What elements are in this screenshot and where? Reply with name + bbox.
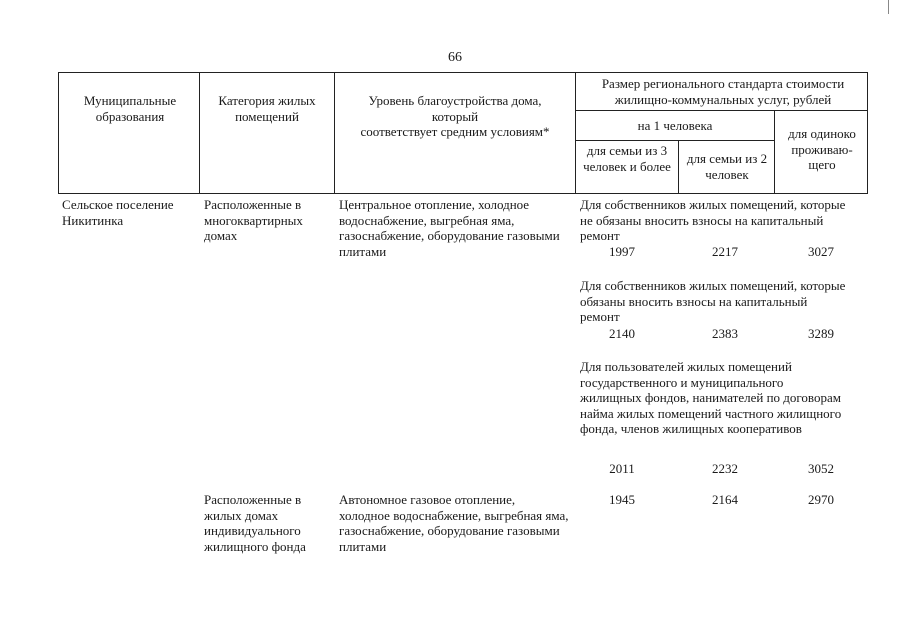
page-number: 66 bbox=[448, 50, 462, 65]
row-level: Центральное отопление, холодное водоснабжение, выгребная яма, газоснабжение, оборудование газовыми плитами bbox=[339, 197, 560, 259]
header-top-border bbox=[58, 72, 868, 73]
value-family3: 1945 bbox=[609, 492, 635, 507]
header-col-border-6 bbox=[774, 110, 775, 193]
header-col-border-5 bbox=[678, 140, 679, 193]
header-per-person: на 1 человека bbox=[637, 118, 713, 133]
header-bottom-border bbox=[58, 193, 868, 194]
header-category: Категория жилых помещений bbox=[218, 93, 316, 124]
scan-edge-mark bbox=[888, 0, 889, 14]
header-level-line-1: Уровень благоустройства дома, bbox=[368, 93, 542, 108]
group-label: Для пользователей жилых помещений государственного и муниципального жилищных фондов, нанимателей по договорам найма жилых помещений частного жилищного фонда, членов жилищных кооперативов bbox=[580, 359, 842, 436]
header-col-border-1 bbox=[58, 72, 59, 193]
value-single: 3027 bbox=[808, 244, 834, 259]
header-per-person-divider bbox=[575, 140, 774, 141]
row-level: Автономное газовое отопление, холодное водоснабжение, выгребная яма, газоснабжение, оборудование газовыми плитами bbox=[339, 492, 569, 554]
value-single: 2970 bbox=[808, 492, 834, 507]
header-family2: для семьи из 2 человек bbox=[686, 151, 768, 182]
row-category: Расположенные в многоквартирных домах bbox=[204, 197, 303, 243]
row-category: Расположенные в жилых домах индивидуального жилищного фонда bbox=[204, 492, 306, 554]
value-family2: 2164 bbox=[712, 492, 738, 507]
value-family2: 2383 bbox=[712, 326, 738, 341]
value-single: 3289 bbox=[808, 326, 834, 341]
value-family3: 2140 bbox=[609, 326, 635, 341]
header-col-border-2 bbox=[199, 72, 200, 193]
value-family2: 2232 bbox=[712, 461, 738, 476]
group-label: Для собственников жилых помещений, которые не обязаны вносить взносы на капитальный ремонт bbox=[580, 197, 846, 243]
header-size-divider bbox=[575, 110, 868, 111]
header-single: для одиноко проживаю-щего bbox=[788, 126, 856, 172]
municipality-name: Сельское поселение Никитинка bbox=[62, 197, 174, 228]
header-size: Размер регионального стандарта стоимости жилищно-коммунальных услуг, рублей bbox=[601, 76, 845, 107]
group-label: Для собственников жилых помещений, которые обязаны вносить взносы на капитальный ремонт bbox=[580, 278, 846, 324]
header-col-border-3 bbox=[334, 72, 335, 193]
header-level-line-2: который bbox=[431, 108, 479, 124]
value-family3: 2011 bbox=[609, 461, 635, 476]
value-single: 3052 bbox=[808, 461, 834, 476]
header-level-line-3: соответствует средним условиям* bbox=[360, 124, 550, 139]
header-municipal: Муниципальные образования bbox=[83, 93, 177, 124]
header-col-border-4 bbox=[575, 72, 576, 193]
header-level bbox=[338, 93, 572, 140]
value-family3: 1997 bbox=[609, 244, 635, 259]
value-family2: 2217 bbox=[712, 244, 738, 259]
header-family3: для семьи из 3 человек и более bbox=[583, 143, 671, 174]
